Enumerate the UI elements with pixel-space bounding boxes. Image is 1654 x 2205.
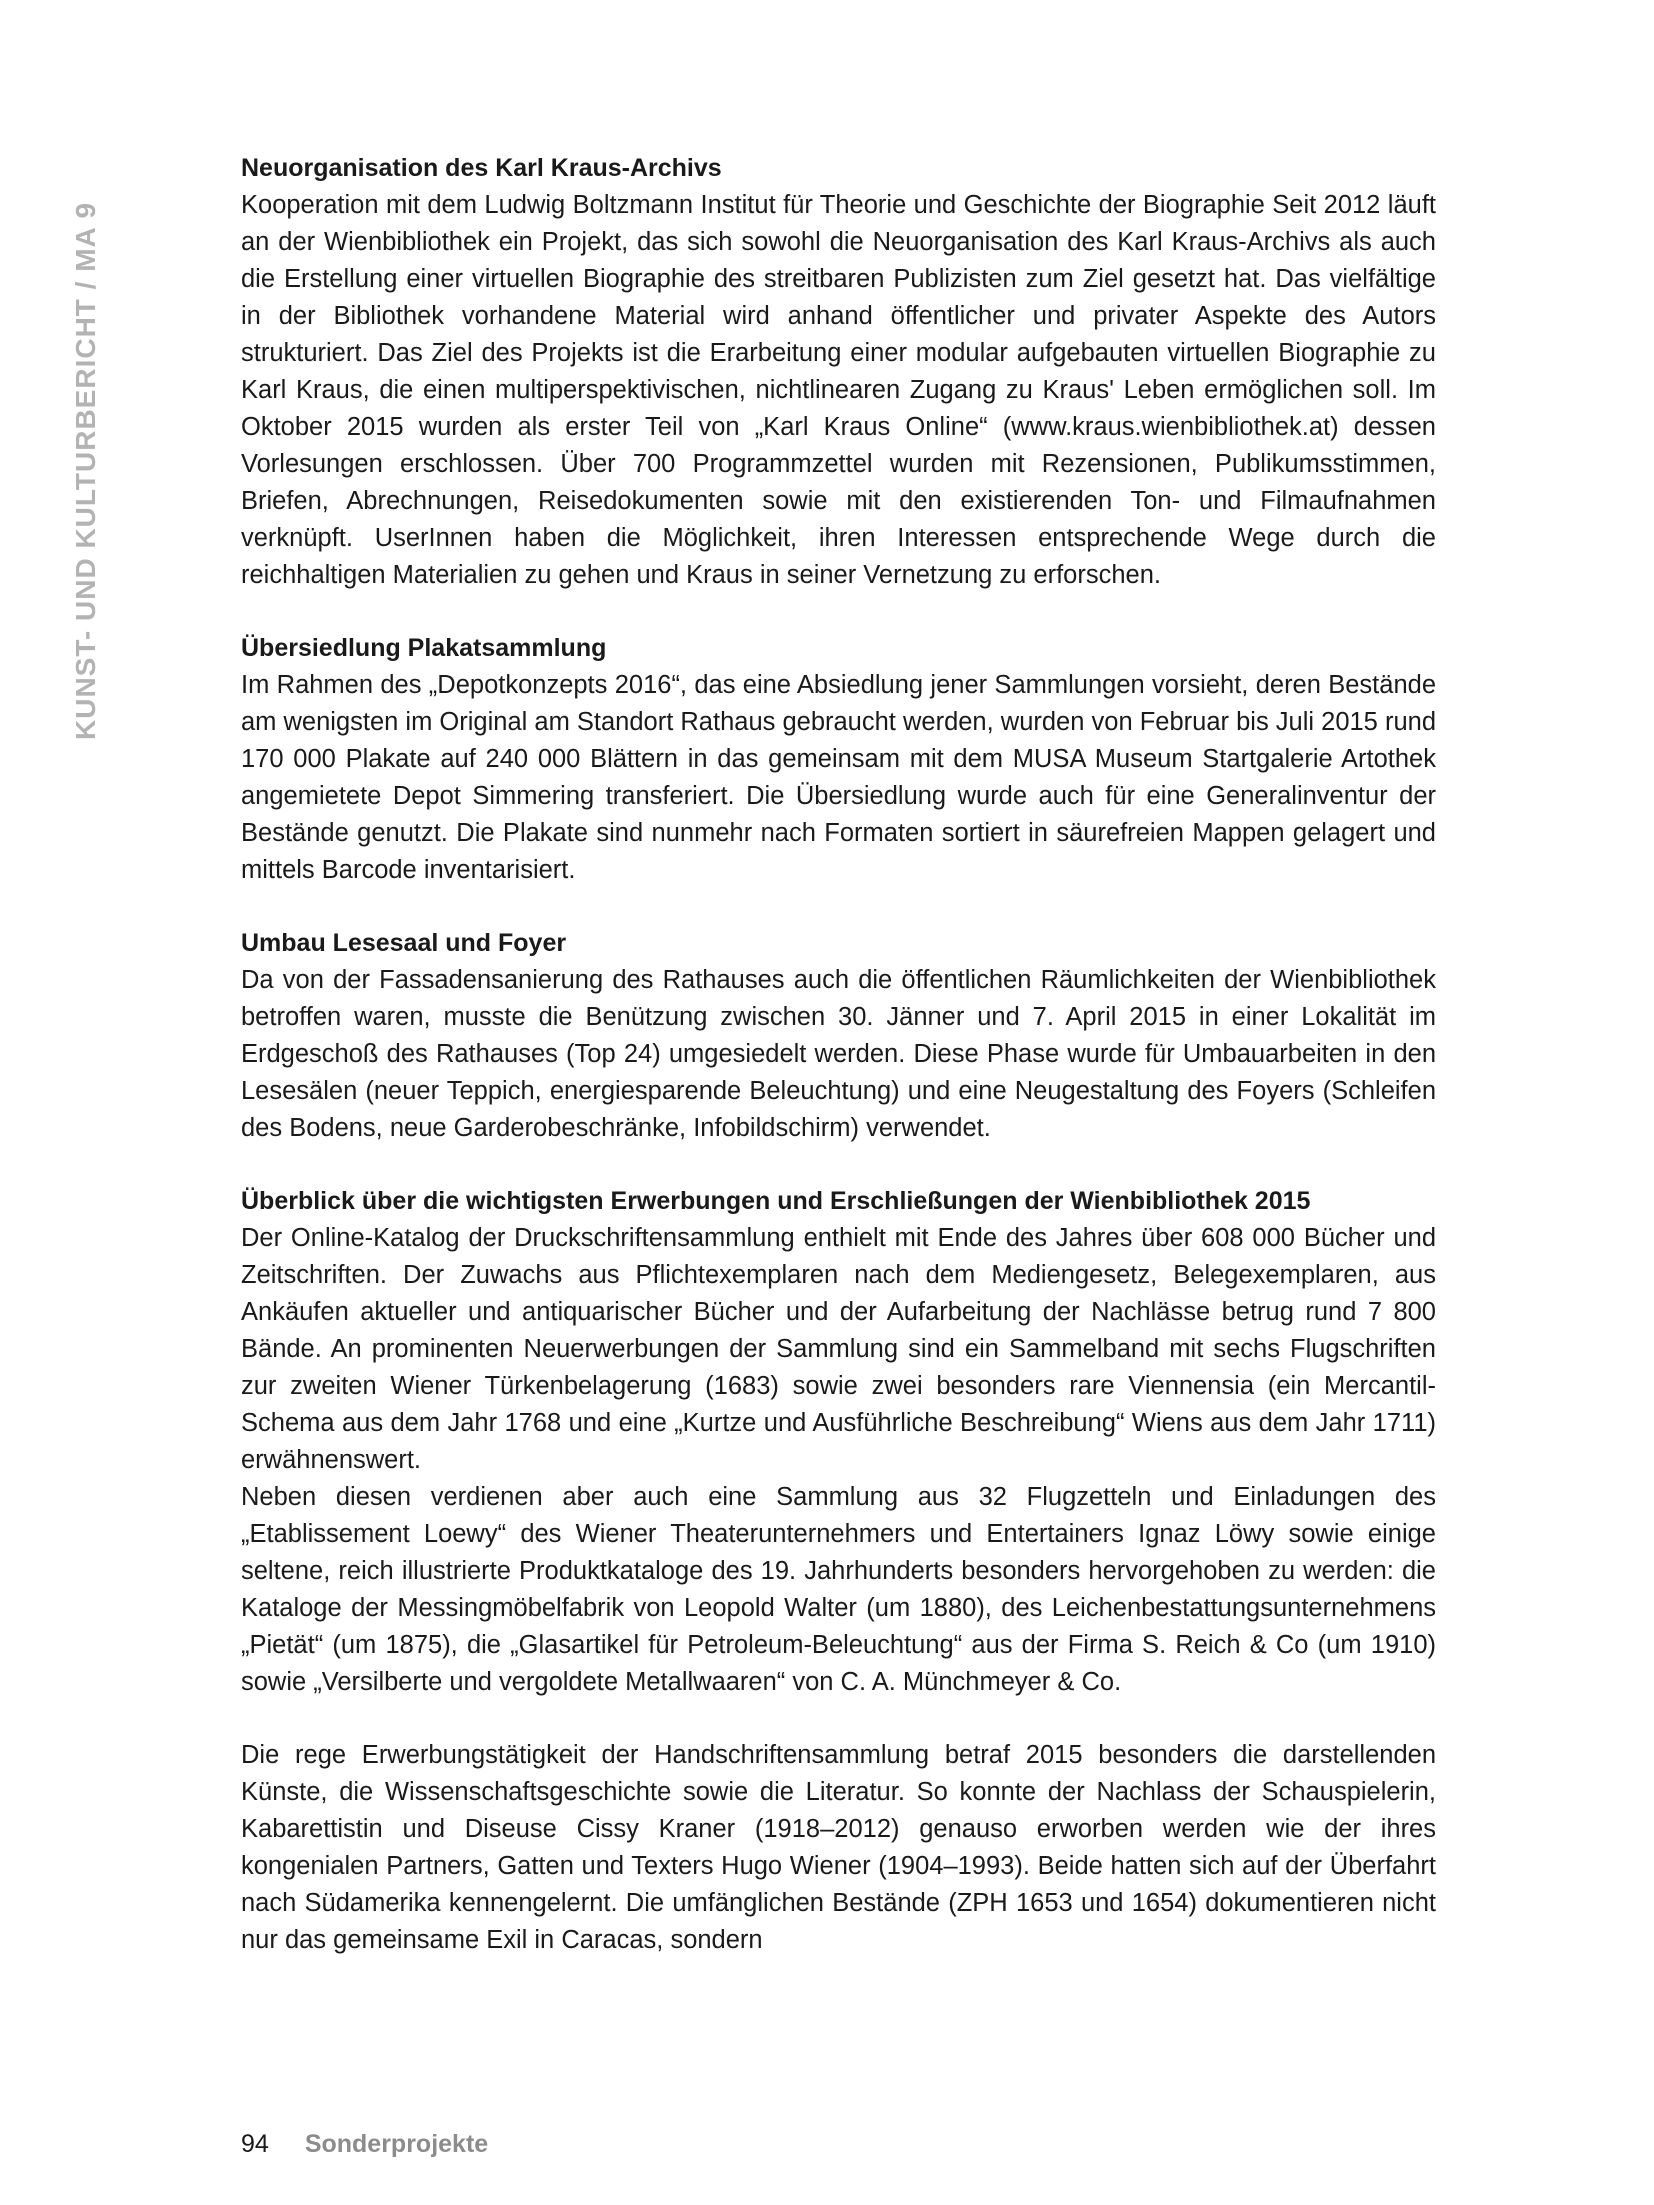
section-paragraph: Neben diesen verdienen aber auch eine Sammlung aus 32 Flugzetteln und Einladungen des „Etablissement Loewy“ des Wiener Theaterunternehmers und Entertainers Ignaz Löwy sowie einige seltene, reich illustrierte Produktkataloge des 19. Jahrhunderts besonders hervorgehoben zu werden: die Kataloge der Messingmöbelfabrik von Leopold Walter (um 1880), des Leichenbestattungsunternehmens „Pietät“ (um 1875), die „Glasartikel für Petroleum-Beleuchtung“ aus der Firma S. Reich & Co (um 1910) sowie „Versilberte und vergoldete Metallwaaren“ von C. A. Münchmeyer & Co. [241, 1483, 1436, 1696]
section-heading: Umbau Lesesaal und Foyer [241, 929, 567, 957]
section-lesesaal-foyer [241, 925, 1436, 1147]
section-heading: Überblick über die wichtigsten Erwerbungen und Erschließungen der Wienbibliothek 2015 [241, 1187, 1311, 1215]
running-title: Sonderprojekte [304, 2130, 489, 2158]
section-karl-kraus-archiv [241, 150, 1436, 594]
section-paragraph: Der Online-Katalog der Druckschriftensammlung enthielt mit Ende des Jahres über 608 000 Bücher und Zeitschriften. Der Zuwachs aus Pflichtexemplaren nach dem Mediengesetz, Belegexemplaren, aus Ankäufen aktueller und antiquarischer Bücher und der Aufarbeitung der Nachlässe betrug rund 7 800 Bände. An prominenten Neuerwerbungen der Sammlung sind ein Sammelband mit sechs Flugschriften zur zweiten Wiener Türkenbelagerung (1683) sowie zwei besonders rare Viennensia (ein Mercantil-Schema aus dem Jahr 1768 und eine „Kurtze und Ausführliche Beschreibung“ Wiens aus dem Jahr 1711) erwähnenswert. [241, 1224, 1436, 1474]
section-paragraph: Kooperation mit dem Ludwig Boltzmann Institut für Theorie und Geschichte der Biographie Seit 2012 läuft an der Wienbibliothek ein Projekt, das sich sowohl die Neuorganisation des Karl Kraus-Archivs als auch die Erstellung einer virtuellen Biographie des streitbaren Publizisten zum Ziel gesetzt hat. Das vielfältige in der Bibliothek vorhandene Material wird anhand öffentlicher und privater Aspekte des Autors strukturiert. Das Ziel des Projekts ist die Erarbeitung einer modular aufgebauten virtuellen Biographie zu Karl Kraus, die einen multiperspektivischen, nichtlinearen Zugang zu Kraus' Leben ermöglichen soll. Im Oktober 2015 wurden als erster Teil von „Karl Kraus Online“ (www.kraus.wienbibliothek.at) dessen Vorlesungen erschlossen. Über 700 Programmzettel wurden mit Rezensionen, Publikumsstimmen, Briefen, Abrechnungen, Reisedokumenten sowie mit den existierenden Ton- und Filmaufnahmen verknüpft. UserInnen haben die Möglichkeit, ihren Interessen entsprechende Wege durch die reichhaltigen Materialien zu gehen und Kraus in seiner Vernetzung zu erforschen. [241, 191, 1436, 589]
section-paragraph: Im Rahmen des „Depotkonzepts 2016“, das eine Absiedlung jener Sammlungen vorsieht, deren Bestände am wenigsten im Original am Standort Rathaus gebraucht werden, wurden von Februar bis Juli 2015 rund 170 000 Plakate auf 240 000 Blättern in das gemeinsam mit dem MUSA Museum Startgalerie Artothek angemietete Depot Simmering transferiert. Die Übersiedlung wurde auch für eine Generalinventur der Bestände genutzt. Die Plakate sind nunmehr nach Formaten sortiert in säurefreien Mappen gelagert und mittels Barcode inventarisiert. [241, 671, 1436, 884]
side-running-header: KUNST- UND KULTURBERICHT / MA 9 [70, 201, 101, 740]
section-heading: Neuorganisation des Karl Kraus-Archivs [241, 154, 722, 182]
page-body [241, 150, 1436, 1959]
section-heading: Übersiedlung Plakatsammlung [241, 634, 607, 662]
page-number: 94 [241, 2130, 269, 2158]
section-erwerbungen [241, 1183, 1436, 1701]
section-paragraph: Da von der Fassadensanierung des Rathauses auch die öffentlichen Räumlichkeiten der Wienbibliothek betroffen waren, musste die Benützung zwischen 30. Jänner und 7. April 2015 in einer Lokalität im Erdgeschoß des Rathauses (Top 24) umgesiedelt werden. Diese Phase wurde für Umbauarbeiten in den Lesesälen (neuer Teppich, energiesparende Beleuchtung) und eine Neugestaltung des Foyers (Schleifen des Bodens, neue Garderobeschränke, Infobildschirm) verwendet. [241, 966, 1436, 1142]
closing-paragraph: Die rege Erwerbungstätigkeit der Handschriftensammlung betraf 2015 besonders die darstellenden Künste, die Wissenschaftsgeschichte sowie die Literatur. So konnte der Nachlass der Schauspielerin, Kabarettistin und Diseuse Cissy Kraner (1918–2012) genauso erworben werden wie der ihres kongenialen Partners, Gatten und Texters Hugo Wiener (1904–1993). Beide hatten sich auf der Überfahrt nach Südamerika kennengelernt. Die umfänglichen Bestände (ZPH 1653 und 1654) dokumentieren nicht nur das gemeinsame Exil in Caracas, sondern [241, 1741, 1436, 1954]
section-plakatsammlung [241, 630, 1436, 889]
page-footer [241, 2130, 488, 2159]
